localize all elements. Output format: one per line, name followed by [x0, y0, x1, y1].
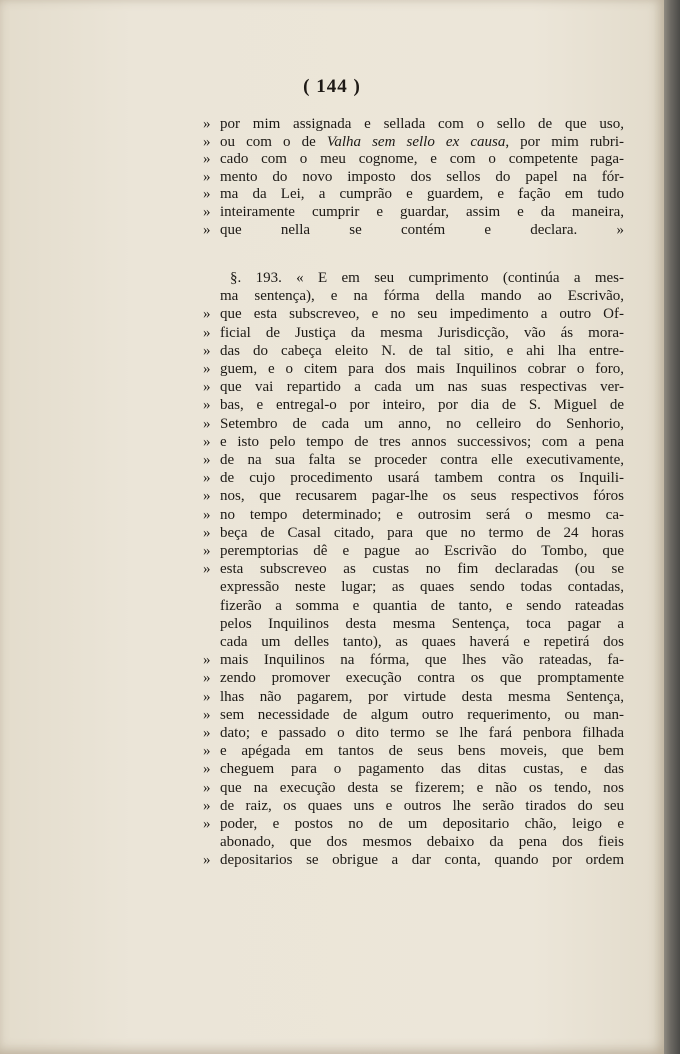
quote-mark: » — [203, 506, 211, 523]
quote-mark: » — [203, 397, 211, 414]
text-line: depositarios se obrigue a dar conta, quando por ordem — [220, 852, 624, 869]
page-number: ( 144 ) — [303, 76, 361, 97]
quote-mark: » — [203, 561, 211, 578]
text-line: abonado, que dos mesmos debaixo da pena dos fieis — [220, 834, 624, 851]
text-fragment: Valha sem sello ex causa — [326, 133, 506, 150]
quote-mark: » — [203, 342, 211, 359]
text-line: guem, e o citem para dos mais Inquilinos cobrar o foro, — [220, 361, 624, 377]
text-line: esta subscreveo as custas no fim declaradas (ou se — [220, 561, 624, 578]
text-line: §. 193. « E em seu cumprimento (continúa a mes- — [230, 270, 624, 286]
quote-mark: » — [203, 761, 211, 778]
text-line: inteiramente cumprir e guardar, assim e da maneira, — [220, 204, 624, 220]
text-line: cada um delles tanto), as quaes haverá e repetirá dos — [220, 634, 624, 650]
quote-mark: » — [203, 452, 211, 468]
quote-mark: » — [203, 133, 211, 150]
text-line: cado com o meu cognome, e com o competente paga- — [220, 151, 624, 168]
text-line: que na execução desta se fizerem; e não os tendo, nos — [220, 779, 624, 796]
quote-mark: » — [203, 204, 211, 220]
quote-mark: » — [203, 470, 211, 487]
text-line — [220, 134, 624, 151]
text-line: Setembro de cada um anno, no celleiro do Senhorio, — [220, 415, 624, 432]
text-line: expressão neste lugar; as quaes sendo todas contadas, — [220, 579, 624, 596]
text-line: nos, que recusarem pagar-lhe os seus respectivos fóros — [220, 488, 624, 505]
text-line: que esta subscreveo, e no seu impedimento a outro Of- — [220, 306, 624, 323]
text-line: cheguem para o pagamento das ditas custas, e das — [220, 761, 624, 778]
text-line: mais Inquilinos na fórma, que lhes vão rateadas, fa- — [220, 652, 624, 669]
quote-mark: » — [203, 688, 211, 705]
quote-mark: » — [203, 168, 211, 185]
text-line: e isto pelo tempo de tres annos successivos; com a pena — [220, 433, 624, 450]
text-fragment: , por mim rubri- — [505, 133, 625, 150]
quote-mark: » — [203, 670, 211, 687]
quote-mark: » — [203, 725, 211, 741]
quote-mark: » — [203, 186, 211, 203]
quote-mark: » — [203, 151, 211, 168]
quote-mark: » — [203, 306, 211, 323]
quote-mark: » — [203, 743, 211, 760]
text-line: beça de Casal citado, para que no termo de 24 horas — [220, 524, 624, 541]
text-line: ma da Lei, a cumprão e guardem, e fação em tudo — [220, 186, 624, 203]
text-line: lhas não pagarem, por virtude desta mesma Sentença, — [220, 688, 624, 705]
quote-mark: » — [203, 361, 211, 377]
text-line: sem necessidade de algum outro requerimento, ou man- — [220, 706, 624, 723]
quote-mark: » — [203, 706, 211, 723]
quote-mark: » — [203, 221, 211, 238]
page-edge — [664, 0, 680, 1054]
quote-mark: » — [203, 852, 211, 869]
quote-mark: » — [203, 324, 211, 341]
quote-mark: » — [203, 797, 211, 814]
quote-mark: » — [203, 524, 211, 541]
quote-mark: » — [203, 488, 211, 505]
text-line: fizerão a somma e quantia de tanto, e sendo rateadas — [220, 597, 624, 614]
text-line: que nella se contém e declara. » — [220, 221, 624, 238]
text-line: das do cabeça eleito N. de tal sitio, e ahi lha entre- — [220, 342, 624, 359]
text-line: de raiz, os quaes uns e outros lhe serão tirados do seu — [220, 797, 624, 814]
text-line: ficial de Justiça da mesma Jurisdicção, vão ás mora- — [220, 324, 624, 341]
text-fragment: ou com o de — [220, 133, 327, 150]
text-line: por mim assignada e sellada com o sello de que uso, — [220, 116, 624, 132]
quote-mark: » — [203, 415, 211, 432]
quote-mark: » — [203, 779, 211, 796]
text-line: pelos Inquilinos desta mesma Sentença, toca pagar a — [220, 615, 624, 632]
text-line: bas, e entregal-o por inteiro, por dia de S. Miguel de — [220, 397, 624, 414]
text-line: no tempo determinado; e outrosim será o mesmo ca- — [220, 506, 624, 523]
text-line: de cujo procedimento usará tambem contra os Inquili- — [220, 470, 624, 487]
text-line: de na sua falta se proceder contra elle executivamente, — [220, 452, 624, 468]
text-line: dato; e passado o dito termo se lhe fará penbora filhada — [220, 725, 624, 741]
text-line: que vai repartido a cada um nas suas respectivas ver- — [220, 379, 624, 396]
quote-mark: » — [203, 116, 211, 132]
text-line: peremptorias dê e pague ao Escrivão do Tombo, que — [220, 543, 624, 559]
text-line: ma sentença), e na fórma della mando ao Escrivão, — [220, 288, 624, 305]
quote-mark: » — [203, 652, 211, 669]
text-line: mento do novo imposto dos sellos do papel na fór- — [220, 168, 624, 185]
text-line: zendo promover execução contra os que promptamente — [220, 670, 624, 687]
quote-mark: » — [203, 816, 211, 832]
text-line: poder, e postos no de um depositario chão, leigo e — [220, 816, 624, 832]
text-line: e apégada em tantos de seus bens moveis, que bem — [220, 743, 624, 760]
quote-mark: » — [203, 543, 211, 559]
quote-mark: » — [203, 433, 211, 450]
quote-mark: » — [203, 379, 211, 396]
